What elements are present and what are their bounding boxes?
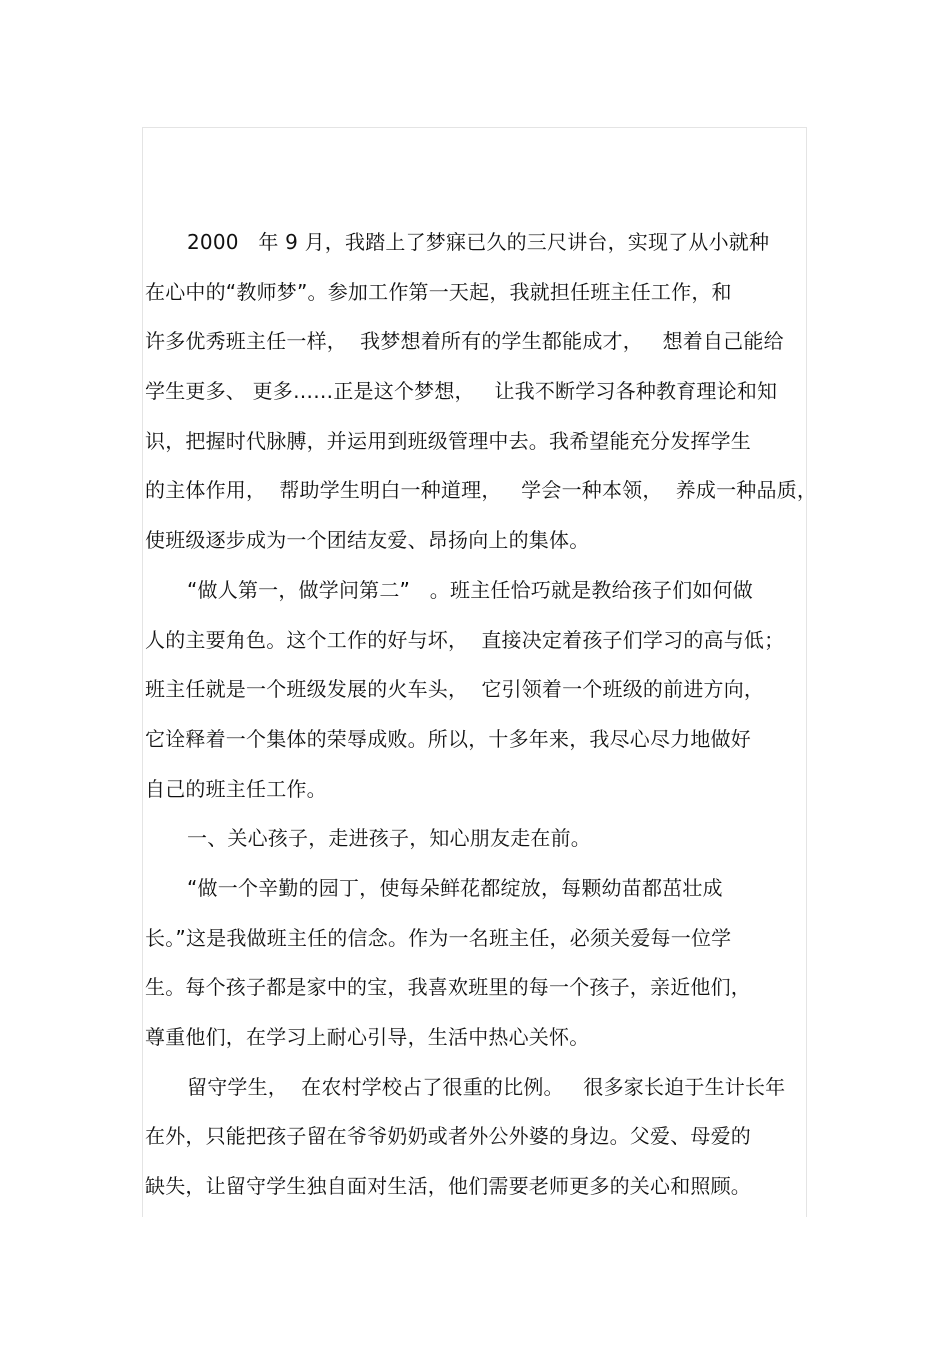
text-line: 2000 年 9 月，我踏上了梦寐已久的三尺讲台，实现了从小就种 bbox=[187, 230, 770, 254]
text-line: “做人第一，做学问第二” 。班主任恰巧就是教给孩子们如何做 bbox=[187, 577, 753, 602]
text-line: 自己的班主任工作。 bbox=[145, 776, 327, 801]
text-line: 尊重他们，在学习上耐心引导，生活中热心关怀。 bbox=[145, 1025, 590, 1049]
text-line: 许多优秀班主任一样， 我梦想着所有的学生都能成才， 想着自己能给 bbox=[145, 329, 784, 354]
document-body bbox=[145, 222, 818, 1216]
text-line: 它诠释着一个集体的荣辱成败。所以，十多年来，我尽心尽力地做好 bbox=[145, 726, 751, 751]
text-line: 学生更多、 更多……正是这个梦想， 让我不断学习各种教育理论和知 bbox=[145, 379, 778, 404]
text-line: 在外，只能把孩子留在爷爷奶奶或者外公外婆的身边。父爱、母爱的 bbox=[145, 1124, 751, 1149]
text-line: 留守学生， 在农村学校占了很重的比例。 很多家长迫于生计长年 bbox=[187, 1074, 786, 1099]
text-line: 识，把握时代脉膊，并运用到班级管理中去。我希望能充分发挥学生 bbox=[145, 428, 751, 453]
text-line: 使班级逐步成为一个团结友爱、昂扬向上的集体。 bbox=[145, 528, 590, 553]
text-line: 人的主要角色。这个工作的好与坏， 直接决定着孩子们学习的高与低； bbox=[145, 627, 785, 652]
text-line: 的主体作用， 帮助学生明白一种道理， 学会一种本领， 养成一种品质， bbox=[145, 478, 818, 503]
text-line: 一、关心孩子，走进孩子，知心朋友走在前。 bbox=[187, 826, 591, 851]
text-line: “做一个辛勤的园丁，使每朵鲜花都绽放，每颗幼苗都茁壮成 bbox=[187, 875, 723, 900]
text-line: 班主任就是一个班级发展的火车头， 它引领着一个班级的前进方向， bbox=[145, 677, 765, 702]
text-line: 长。”这是我做班主任的信念。作为一名班主任，必须关爱每一位学 bbox=[145, 925, 732, 950]
text-line: 生。每个孩子都是家中的宝，我喜欢班里的每一个孩子，亲近他们， bbox=[145, 975, 751, 1000]
text-line: 在心中的“教师梦”。参加工作第一天起，我就担任班主任工作，和 bbox=[145, 279, 732, 304]
text-line: 缺失，让留守学生独自面对生活，他们需要老师更多的关心和照顾。 bbox=[145, 1174, 751, 1199]
